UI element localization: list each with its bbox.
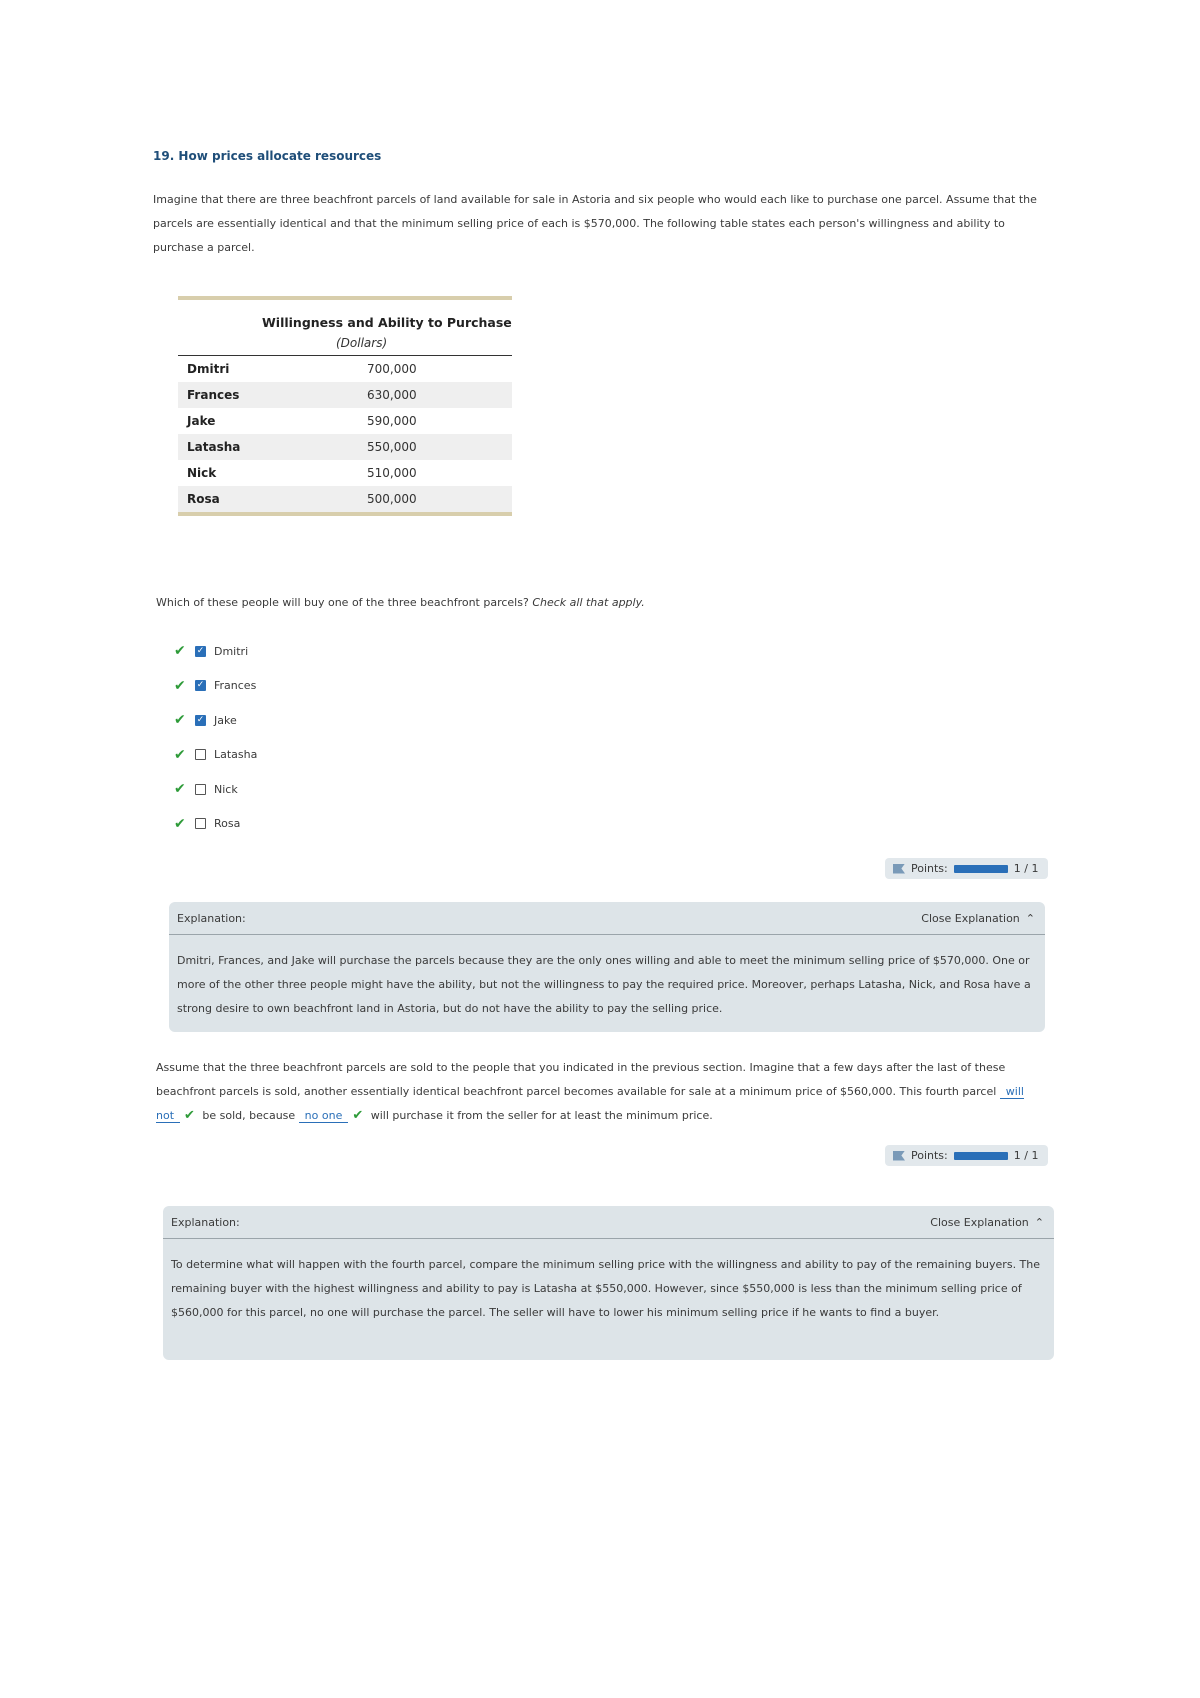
table-row bbox=[178, 356, 512, 382]
option-label: Latasha bbox=[214, 748, 258, 762]
option-label: Rosa bbox=[214, 817, 241, 831]
explanation-header bbox=[169, 902, 1045, 935]
explanation-header bbox=[163, 1206, 1054, 1239]
correct-check-icon: ✔ bbox=[352, 1108, 364, 1123]
explanation-panel-part1 bbox=[169, 902, 1045, 1032]
answer-dropdown-1[interactable]: will not bbox=[156, 1085, 1024, 1122]
table-row bbox=[178, 408, 512, 434]
explanation-label: Explanation: bbox=[171, 1215, 240, 1229]
explanation-text: Dmitri, Frances, and Jake will purchase the parcels because they are the only ones willing and able to meet the minimum selling price of $570,000. One or more of the other three people might have the ability, but not the willingness to pay the required price. Moreover, perhaps Latasha, Nick, and Rosa have a strong desire to own beachfront land in Astoria, but do not have the ability to pay the selling price. bbox=[177, 954, 1031, 1015]
checkbox-checked-icon[interactable]: ✓ bbox=[196, 645, 205, 656]
row-name: Nick bbox=[187, 466, 217, 480]
question-title: 19. How prices allocate resources bbox=[153, 149, 382, 163]
row-name: Rosa bbox=[187, 492, 220, 506]
points-badge-part1 bbox=[885, 858, 1048, 879]
part2-text-before: Assume that the three beachfront parcels are sold to the people that you indicated in the previous section. Imagine that a few days after the last of these beachfront parcels is sold, another essentially identical beachfront parcel becomes available for sale at a minimum price of $560,000. This fourth parcel bbox=[156, 1061, 1006, 1098]
explanation-panel-part2 bbox=[163, 1206, 1054, 1360]
option-latasha[interactable] bbox=[174, 738, 257, 773]
table-header-unit: (Dollars) bbox=[336, 336, 388, 350]
option-label: Nick bbox=[214, 782, 238, 796]
points-label: Points: bbox=[911, 862, 948, 875]
table-row bbox=[178, 434, 512, 460]
chevron-up-icon: ⌃ bbox=[1025, 911, 1035, 925]
row-value: 590,000 bbox=[367, 414, 417, 428]
part1-prompt bbox=[156, 596, 645, 609]
correct-check-icon: ✔ bbox=[174, 815, 186, 832]
close-explanation-button[interactable] bbox=[930, 1216, 1044, 1229]
part1-instruction: Check all that apply. bbox=[532, 596, 645, 609]
willingness-table bbox=[178, 296, 512, 516]
option-rosa[interactable] bbox=[174, 807, 257, 842]
row-value: 700,000 bbox=[367, 362, 417, 376]
explanation-label: Explanation: bbox=[177, 911, 246, 925]
option-dmitri[interactable] bbox=[174, 634, 257, 669]
correct-check-icon: ✔ bbox=[174, 781, 186, 798]
option-frances[interactable] bbox=[174, 669, 257, 704]
checkbox-checked-icon[interactable]: ✓ bbox=[196, 714, 205, 725]
flag-icon bbox=[893, 1151, 905, 1161]
option-jake[interactable] bbox=[174, 703, 257, 738]
checkbox-checked-icon[interactable]: ✓ bbox=[196, 680, 205, 691]
question-intro: Imagine that there are three beachfront parcels of land available for sale in Astoria and six people who would each like to purchase one parcel. Assume that the parcels are essentially identical and that the minimum selling price of each is $570,000. The following table states each person's willingness and ability to purchase a parcel. bbox=[153, 193, 1037, 254]
table-row bbox=[178, 382, 512, 408]
option-nick[interactable] bbox=[174, 772, 257, 807]
row-name: Dmitri bbox=[187, 362, 230, 376]
table-bottom-rule bbox=[178, 512, 512, 516]
close-explanation-label: Close Explanation bbox=[930, 1215, 1029, 1229]
correct-check-icon: ✔ bbox=[174, 712, 186, 729]
correct-check-icon: ✔ bbox=[184, 1108, 195, 1123]
points-value: 1 / 1 bbox=[1013, 1149, 1039, 1162]
option-label: Jake bbox=[214, 713, 237, 727]
table-row bbox=[178, 486, 512, 512]
close-explanation-label: Close Explanation bbox=[921, 911, 1020, 925]
row-value: 510,000 bbox=[367, 466, 417, 480]
correct-check-icon: ✔ bbox=[174, 643, 186, 660]
part2-paragraph bbox=[156, 1056, 1061, 1128]
answer-options bbox=[174, 634, 257, 841]
points-progress-bar bbox=[954, 865, 1008, 873]
points-value: 1 / 1 bbox=[1013, 862, 1039, 875]
answer-dropdown-2[interactable]: no one bbox=[299, 1109, 349, 1123]
points-progress-bar bbox=[954, 1152, 1008, 1160]
row-name: Frances bbox=[187, 388, 240, 402]
checkbox-unchecked-icon[interactable] bbox=[195, 784, 206, 795]
explanation-text: To determine what will happen with the fourth parcel, compare the minimum selling price with the willingness and ability to pay of the remaining buyers. The remaining buyer with the highest willingness and ability to pay is Latasha at $550,000. However, since $550,000 is less than the minimum selling price of $560,000 for this parcel, no one will purchase the parcel. The seller will have to lower his minimum selling price if he wants to find a buyer. bbox=[171, 1258, 1041, 1319]
option-label: Frances bbox=[214, 679, 257, 693]
checkbox-unchecked-icon[interactable] bbox=[195, 818, 206, 829]
option-label: Dmitri bbox=[214, 644, 249, 658]
table-header bbox=[178, 300, 512, 356]
row-name: Latasha bbox=[187, 440, 241, 454]
points-badge-part2 bbox=[885, 1145, 1048, 1166]
row-value: 500,000 bbox=[367, 492, 417, 506]
flag-icon bbox=[893, 864, 905, 874]
table-header-title: Willingness and Ability to Purchase bbox=[262, 315, 512, 330]
row-value: 630,000 bbox=[367, 388, 417, 402]
part2-text-after: will purchase it from the seller for at least the minimum price. bbox=[370, 1109, 713, 1122]
row-value: 550,000 bbox=[367, 440, 417, 454]
part1-prompt-text: Which of these people will buy one of the three beachfront parcels? bbox=[156, 596, 529, 609]
correct-check-icon: ✔ bbox=[174, 746, 186, 763]
chevron-up-icon: ⌃ bbox=[1034, 1215, 1044, 1229]
checkbox-unchecked-icon[interactable] bbox=[195, 749, 206, 760]
correct-check-icon: ✔ bbox=[174, 677, 186, 694]
close-explanation-button[interactable] bbox=[921, 912, 1035, 925]
table-row bbox=[178, 460, 512, 486]
points-label: Points: bbox=[911, 1149, 948, 1162]
part2-text-middle: be sold, because bbox=[202, 1109, 296, 1122]
row-name: Jake bbox=[187, 414, 216, 428]
